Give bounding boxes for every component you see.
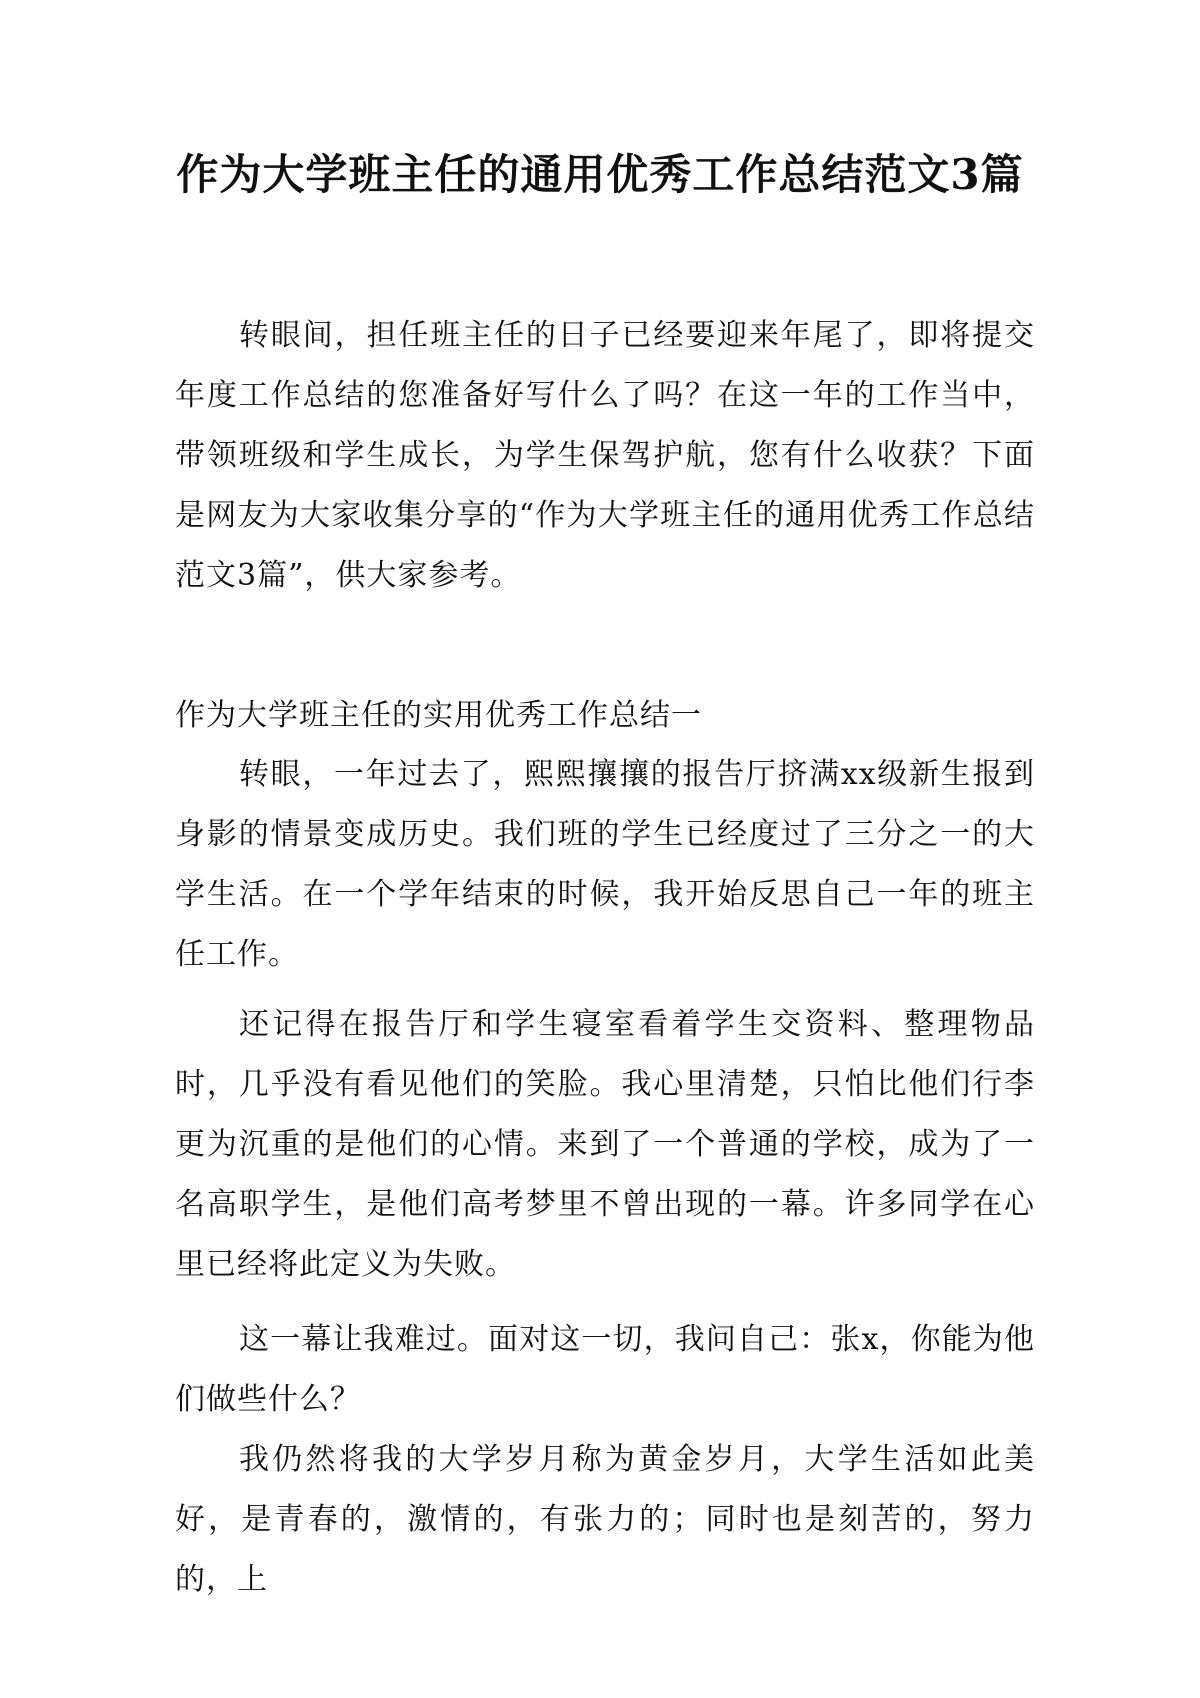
body-paragraph: 我仍然将我的大学岁月称为黄金岁月，大学生活如此美好，是青春的，激情的，有张力的；同时也是刻苦的，努力的，上 [175,1442,1035,1597]
body-paragraph: 转眼，一年过去了，熙熙攘攘的报告厅挤满xx级新生报到身影的情景变成历史。我们班的学生已经度过了三分之一的大学生活。在一个学年结束的时候，我开始反思自己一年的班主任工作。 [175,757,1035,972]
body-paragraph: 还记得在报告厅和学生寝室看着学生交资料、整理物品时，几乎没有看见他们的笑脸。我心里清楚，只怕比他们行李更为沉重的是他们的心情。来到了一个普通的学校，成为了一名高职学生，是他们高考梦里不曾出现的一幕。许多同学在心里已经将此定义为失败。 [175,1007,1035,1282]
document-title: 作为大学班主任的通用优秀工作总结范文3篇 [176,150,1024,200]
intro-paragraph: 转眼间，担任班主任的日子已经要迎来年尾了，即将提交年度工作总结的您准备好写什么了吗？在这一年的工作当中，带领班级和学生成长，为学生保驾护航，您有什么收获？下面是网友为大家收集分享的“作为大学班主任的通用优秀工作总结范文3篇”，供大家参考。 [175,318,1035,593]
body-paragraph: 这一幕让我难过。面对这一切，我问自己：张x，你能为他们做些什么？ [175,1322,1035,1417]
section-heading: 作为大学班主任的实用优秀工作总结一 [175,698,702,733]
